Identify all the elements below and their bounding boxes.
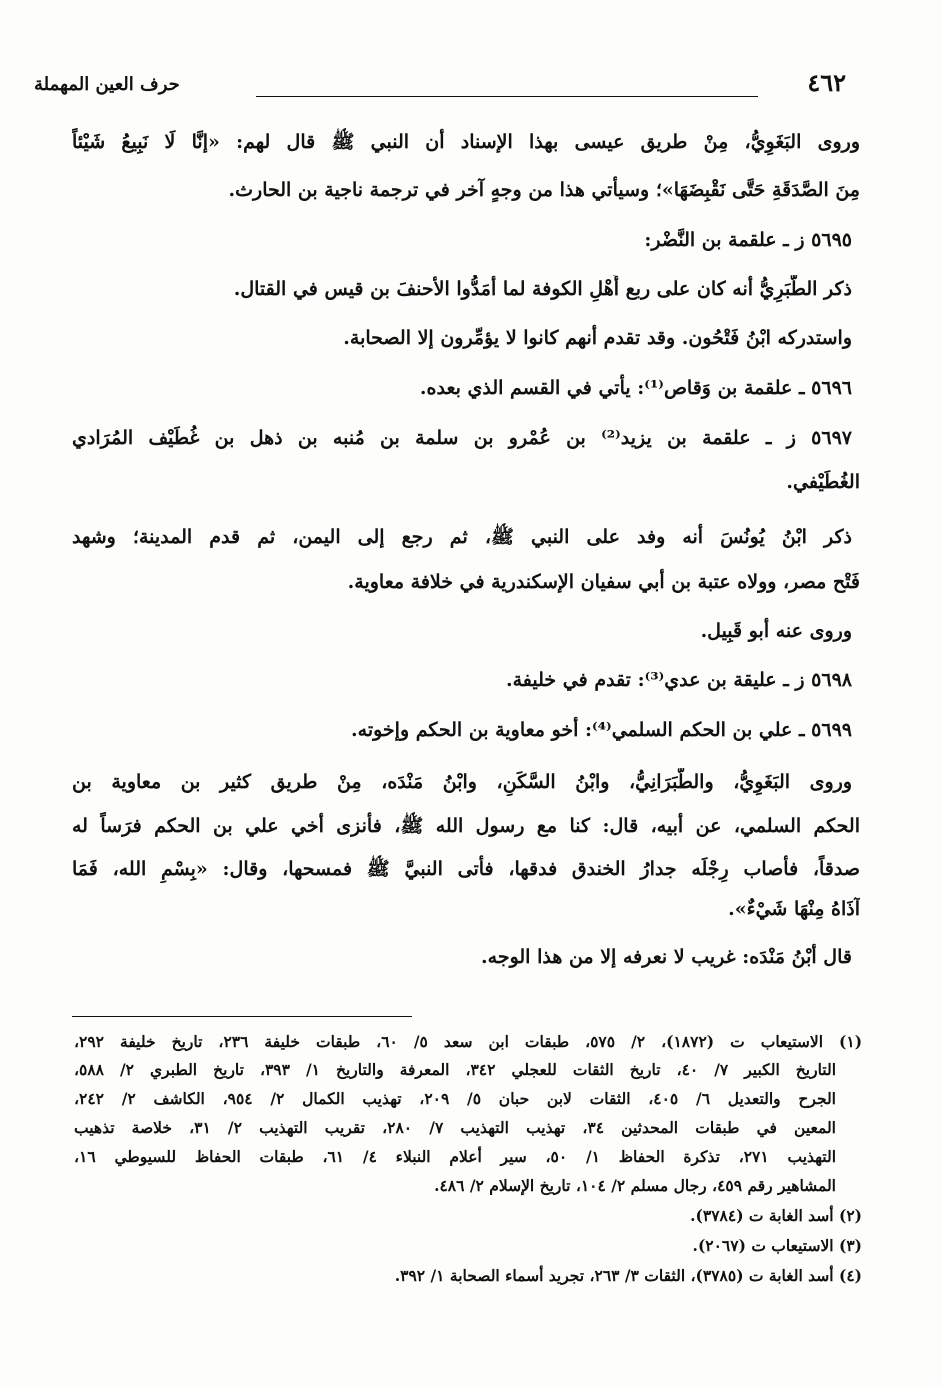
footnote-line: المعين في طبقات المحدثين ٣٤، تهذيب التهذيب ٧/ ٢٨٠، تقريب التهذيب ٢/ ٣١، خلاصة تذهيب <box>74 1118 836 1137</box>
body-line: ذكر الطَّبَرِيُّ أنه كان على ربع أَهْلِ الكوفة لما أمَدُّوا الأحنفَ بن قيس في القتال. <box>233 278 852 300</box>
body-line: الحكم السلمي، عن أبيه، قال: كنا مع رسول الله ﷺ، فأنزى أخي علي بن الحكم فرَساً له <box>72 815 860 837</box>
footnote-3: (٣) الاستيعاب ت (٢٠٦٧). <box>692 1236 862 1255</box>
entry-heading-5696: ٥٦٩٦ ـ علقمة بن وَقاص⁽¹⁾: يأتي في القسم الذي بعده. <box>419 377 852 399</box>
page-number: ٤٦٢ <box>807 68 846 97</box>
footnote-4: (٤) أسد الغابة ت (٣٧٨٥)، الثقات ٣/ ٢٦٣، تجريد أسماء الصحابة ١/ ٣٩٢. <box>394 1266 862 1285</box>
footnote-line: الجرح والتعديل ٦/ ٤٠٥، الثقات لابن حبان ٥/ ٢٠٩، تهذيب الكمال ٢/ ٩٥٤، الكاشف ٢/ ٢٤٢، <box>74 1089 836 1108</box>
entry-heading-5695: ٥٦٩٥ ز ـ علقمة بن النَّضْر: <box>644 229 852 251</box>
body-line: مِنَ الصَّدَقَةِ حَتَّى نَقْبِضَهَا»؛ وسيأتي هذا من وجهٍ آخر في ترجمة ناجية بن الحارث. <box>228 179 860 201</box>
body-line: وروى عنه أبو قَبِيل. <box>700 620 852 642</box>
body-line: وروى البَغَوِيُّ، مِنْ طريق عيسى بهذا الإسناد أن النبي ﷺ قال لهم: «إنَّا لَا نَبِيعُ شَيْئاً <box>72 131 860 153</box>
body-line: الغُطَيْفي. <box>786 471 860 493</box>
body-line: ذكر ابْنُ يُونُسَ أنه وفد على النبي ﷺ، ثم رجع إلى اليمن، ثم قدم المدينة؛ وشهد <box>72 526 852 548</box>
running-header <box>34 66 846 104</box>
footnote-1: (١) الاستيعاب ت (١٨٧٢)، ٢/ ٥٧٥، طبقات ابن سعد ٥/ ٦٠، طبقات خليفة ٢٣٦، تاريخ خليفة ٢٩٢، <box>74 1032 862 1051</box>
footnote-2: (٢) أسد الغابة ت (٣٧٨٤). <box>690 1206 862 1225</box>
footnote-line: المشاهير رقم ٤٥٩، رجال مسلم ٢/ ١٠٤، تاريخ الإسلام ٢/ ٤٨٦. <box>434 1176 836 1195</box>
body-line: آذَاهُ مِنْهَا شَيْءٌ». <box>728 898 860 920</box>
entry-heading-5699: ٥٦٩٩ ـ علي بن الحكم السلمي⁽⁴⁾: أخو معاوية بن الحكم وإخوته. <box>351 719 852 741</box>
footnote-line: التاريخ الكبير ٧/ ٤٠، تاريخ الثقات للعجلي ٣٤٢، المعرفة والتاريخ ١/ ٣٩٣، تاريخ الطبري ٢/ ٥٨٨، <box>74 1060 836 1079</box>
footnote-separator <box>72 1016 412 1017</box>
body-line: وروى البَغَوِيُّ، والطَّبَرَانِيُّ، وابْنُ السَّكَنِ، وابْنُ مَنْدَه، مِنْ طريق كثير بن معاوية بن <box>72 771 852 793</box>
chapter-title: حرف العين المهملة <box>34 74 180 95</box>
body-line: قال أبْنُ مَنْدَه: غريب لا نعرفه إلا من هذا الوجه. <box>481 946 852 968</box>
entry-heading-5698: ٥٦٩٨ ز ـ عليقة بن عدي⁽³⁾: تقدم في خليفة. <box>506 669 852 691</box>
body-line: صدقاً، فأصاب رِجْلَه جدارُ الخندق فدقها، فأتى النبيَّ ﷺ فمسحها، وقال: «بِسْمِ الله، فَمَا <box>72 858 860 880</box>
entry-heading-5697: ٥٦٩٧ ز ـ علقمة بن يزيد⁽²⁾ بن عُمْرو بن سلمة بن مُنبه بن ذهل بن غُطَيْف المُرَادي <box>72 427 852 449</box>
header-rule <box>256 96 758 97</box>
footnote-line: التهذيب ٢٧١، تذكرة الحفاظ ١/ ٥٠، سير أعلام النبلاء ٤/ ٦١، طبقات الحفاظ للسيوطي ١٦، <box>74 1147 836 1166</box>
body-line: فَتْح مصر، وولاه عتبة بن أبي سفيان الإسكندرية في خلافة معاوية. <box>347 571 860 593</box>
body-line: واستدركه ابْنُ فَتْحُون. وقد تقدم أنهم كانوا لا يؤمِّرون إلا الصحابة. <box>343 327 852 349</box>
